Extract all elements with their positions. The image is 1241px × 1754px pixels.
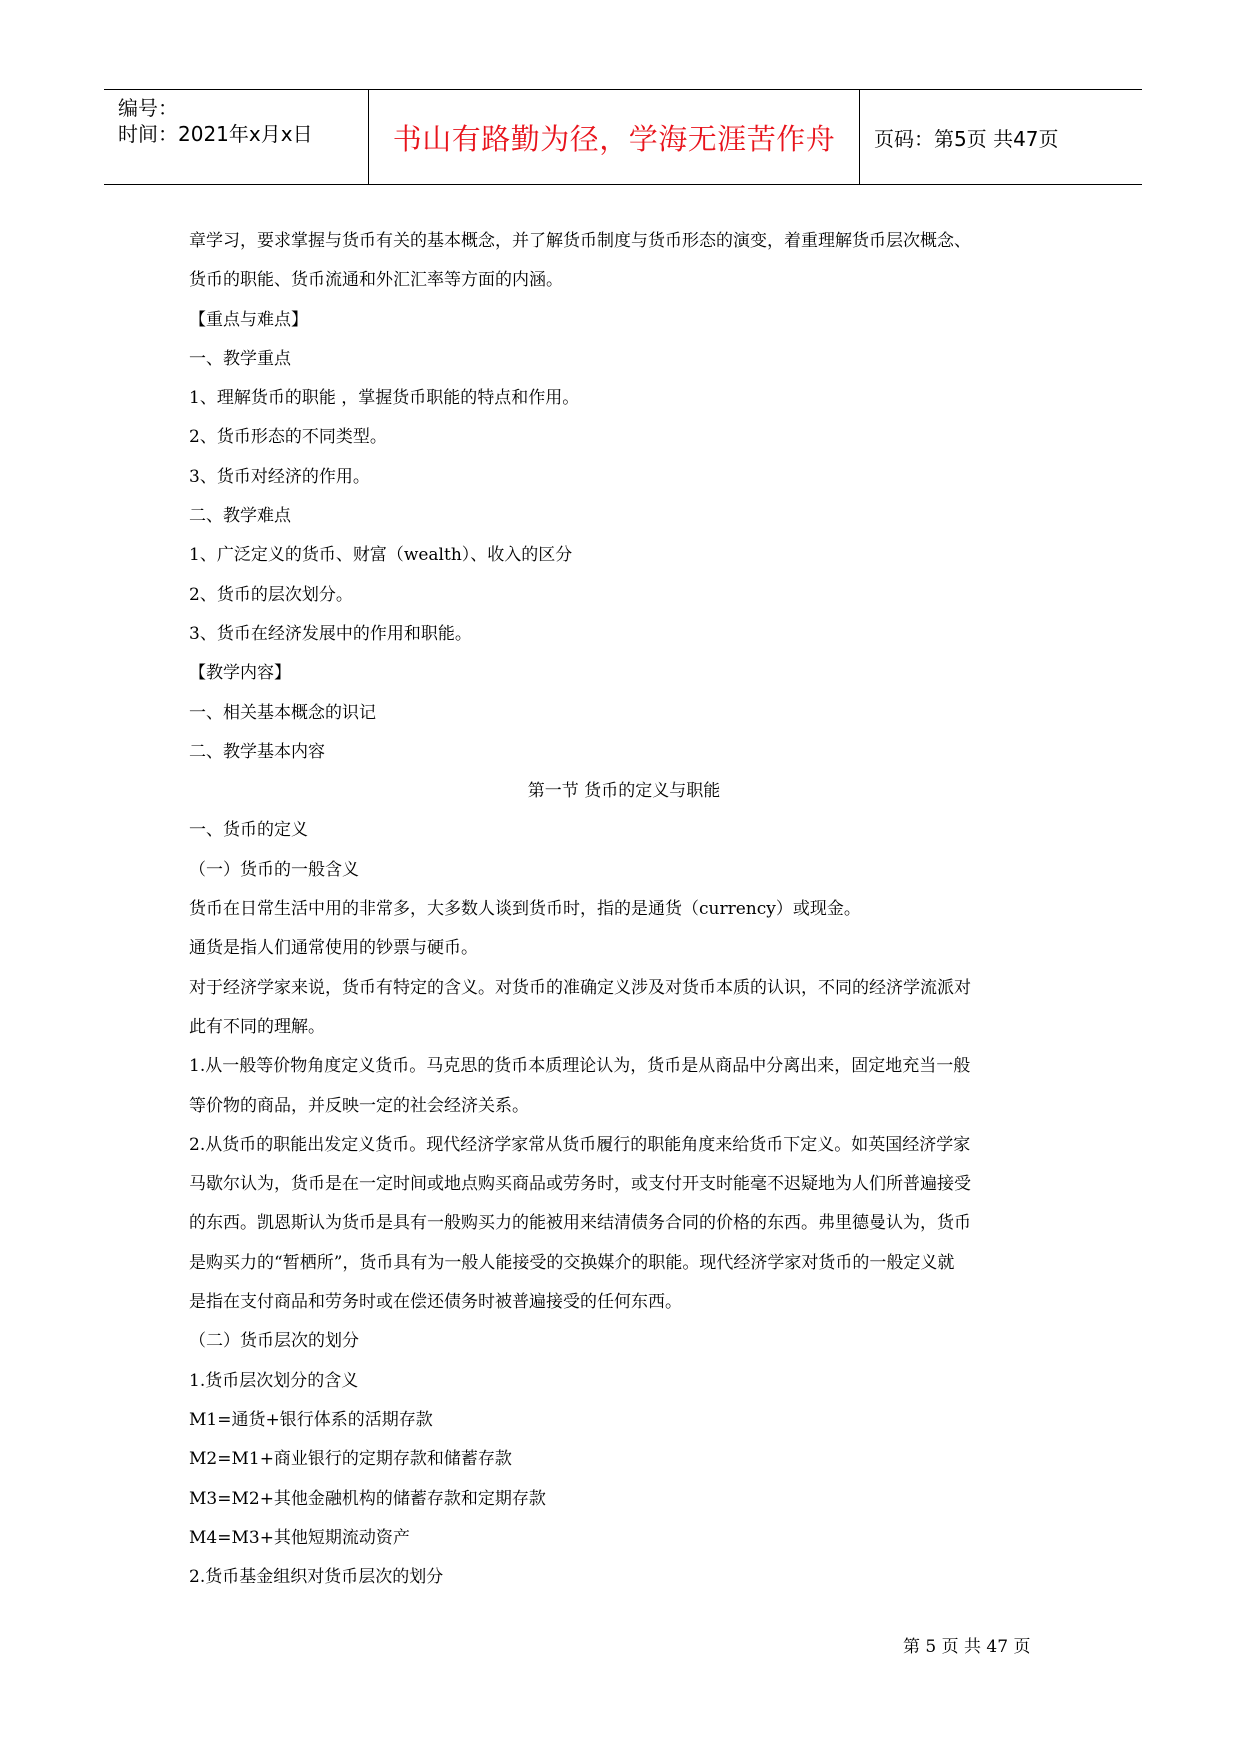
body-line: 二、教学难点 xyxy=(189,506,291,527)
body-line: 货币的职能、货币流通和外汇汇率等方面的内涵。 xyxy=(189,270,563,291)
body-line: 1.从一般等价物角度定义货币。马克思的货币本质理论认为，货币是从商品中分离出来，固定地充当一般 xyxy=(189,1056,971,1077)
header-page-cell xyxy=(860,90,1142,184)
body-line: 一、货币的定义 xyxy=(189,820,308,841)
document-number-label: 编号： xyxy=(118,96,178,120)
section-heading: 【教学内容】 xyxy=(189,663,291,684)
header-motto-cell xyxy=(369,90,860,184)
body-line: （一）货币的一般含义 xyxy=(189,859,359,880)
body-line: 章学习，要求掌握与货币有关的基本概念，并了解货币制度与货币形态的演变，着重理解货币层次概念、 xyxy=(189,231,971,251)
time-label: 时间：2021年x月x日 xyxy=(118,122,313,146)
body-line: 对于经济学家来说，货币有特定的含义。对货币的准确定义涉及对货币本质的认识，不同的经济学流派对 xyxy=(189,977,971,998)
body-line: 货币在日常生活中用的非常多，大多数人谈到货币时，指的是通货（currency）或现金。 xyxy=(189,899,861,920)
body-line: 1、广泛定义的货币、财富（wealth）、收入的区分 xyxy=(189,545,573,566)
body-line: M1=通货+银行体系的活期存款 xyxy=(189,1409,433,1430)
body-line: 是指在支付商品和劳务时或在偿还债务时被普遍接受的任何东西。 xyxy=(189,1292,682,1313)
body-line: 的东西。凯恩斯认为货币是具有一般购买力的能被用来结清债务合同的价格的东西。弗里德曼认为，货币 xyxy=(189,1213,971,1234)
body-line: 二、教学基本内容 xyxy=(189,741,325,762)
page-code-label: 页码：第5页 共47页 xyxy=(874,126,1059,151)
body-line: 1、理解货币的职能 ，掌握货币职能的特点和作用。 xyxy=(189,388,580,409)
chapter-section-title: 第一节 货币的定义与职能 xyxy=(527,781,721,802)
body-line: 2.从货币的职能出发定义货币。现代经济学家常从货币履行的职能角度来给货币下定义。如英国经济学家 xyxy=(189,1134,971,1155)
body-line: M2=M1+商业银行的定期存款和储蓄存款 xyxy=(189,1449,512,1470)
body-line: 2、货币形态的不同类型。 xyxy=(189,427,387,448)
header-left-cell xyxy=(104,90,369,184)
page-header xyxy=(104,89,1142,185)
motto-text: 书山有路勤为径，学海无涯苦作舟 xyxy=(392,121,836,156)
body-line: 一、教学重点 xyxy=(189,348,291,369)
body-line: 等价物的商品，并反映一定的社会经济关系。 xyxy=(189,1095,529,1116)
body-line: 1.货币层次划分的含义 xyxy=(189,1370,359,1391)
body-line: M3=M2+其他金融机构的储蓄存款和定期存款 xyxy=(189,1488,546,1509)
body-line: 3、货币在经济发展中的作用和职能。 xyxy=(189,623,472,644)
document-body xyxy=(189,222,1059,1597)
body-line: 通货是指人们通常使用的钞票与硬币。 xyxy=(189,938,478,959)
body-line: 是购买力的“暂栖所”，货币具有为一般人能接受的交换媒介的职能。现代经济学家对货币的一般定义就 xyxy=(189,1252,955,1273)
body-line: M4=M3+其他短期流动资产 xyxy=(189,1527,410,1548)
body-line: 此有不同的理解。 xyxy=(189,1016,325,1037)
section-heading: 【重点与难点】 xyxy=(189,309,308,330)
body-line: （二）货币层次的划分 xyxy=(189,1331,359,1352)
body-line: 一、相关基本概念的识记 xyxy=(189,702,376,723)
body-line: 2.货币基金组织对货币层次的划分 xyxy=(189,1567,444,1588)
body-line: 马歇尔认为，货币是在一定时间或地点购买商品或劳务时，或支付开支时能毫不迟疑地为人们所普遍接受 xyxy=(189,1174,971,1195)
body-line: 3、货币对经济的作用。 xyxy=(189,466,370,487)
page-footer: 第 5 页 共 47 页 xyxy=(903,1637,1031,1657)
body-line: 2、货币的层次划分。 xyxy=(189,584,353,605)
